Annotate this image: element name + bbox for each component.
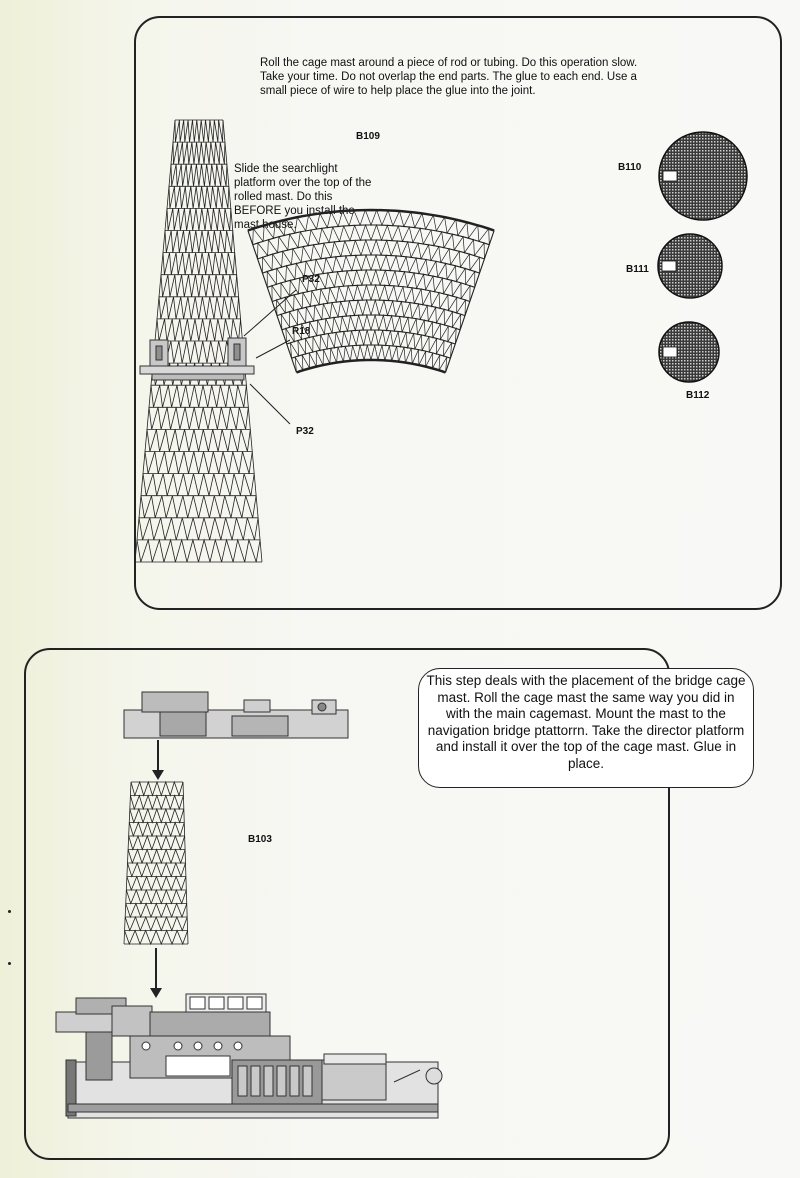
label-p32-top: P32 (302, 274, 320, 285)
label-b110: B110 (618, 162, 642, 173)
margin-mark (8, 962, 11, 965)
label-r18: R18 (292, 326, 311, 337)
searchlight-note: Slide the searchlight platform over the top of the rolled mast. Do this BEFORE you install the mast house. (234, 163, 372, 231)
label-p32-bottom: P32 (296, 426, 314, 437)
label-b112: B112 (686, 390, 710, 401)
margin-mark (8, 910, 11, 913)
label-b109: B109 (356, 131, 380, 142)
bridge-mast-instructions: This step deals with the placement of the bridge cage mast. Roll the cage mast the same way you did in with the main cagemast. Mount the mast to the navigation bridge ptattorrn. Take the director platform and install it over the top of the cage mast. Glue in place. (418, 668, 754, 788)
top-instructions: Roll the cage mast around a piece of rod or tubing. Do this operation slow. Take your time. Do not overlap the end parts. The glue to each end. Use a small piece of wire to help place the glue into the joint. (260, 57, 638, 97)
label-b111: B111 (626, 264, 649, 275)
label-b103: B103 (248, 834, 272, 845)
